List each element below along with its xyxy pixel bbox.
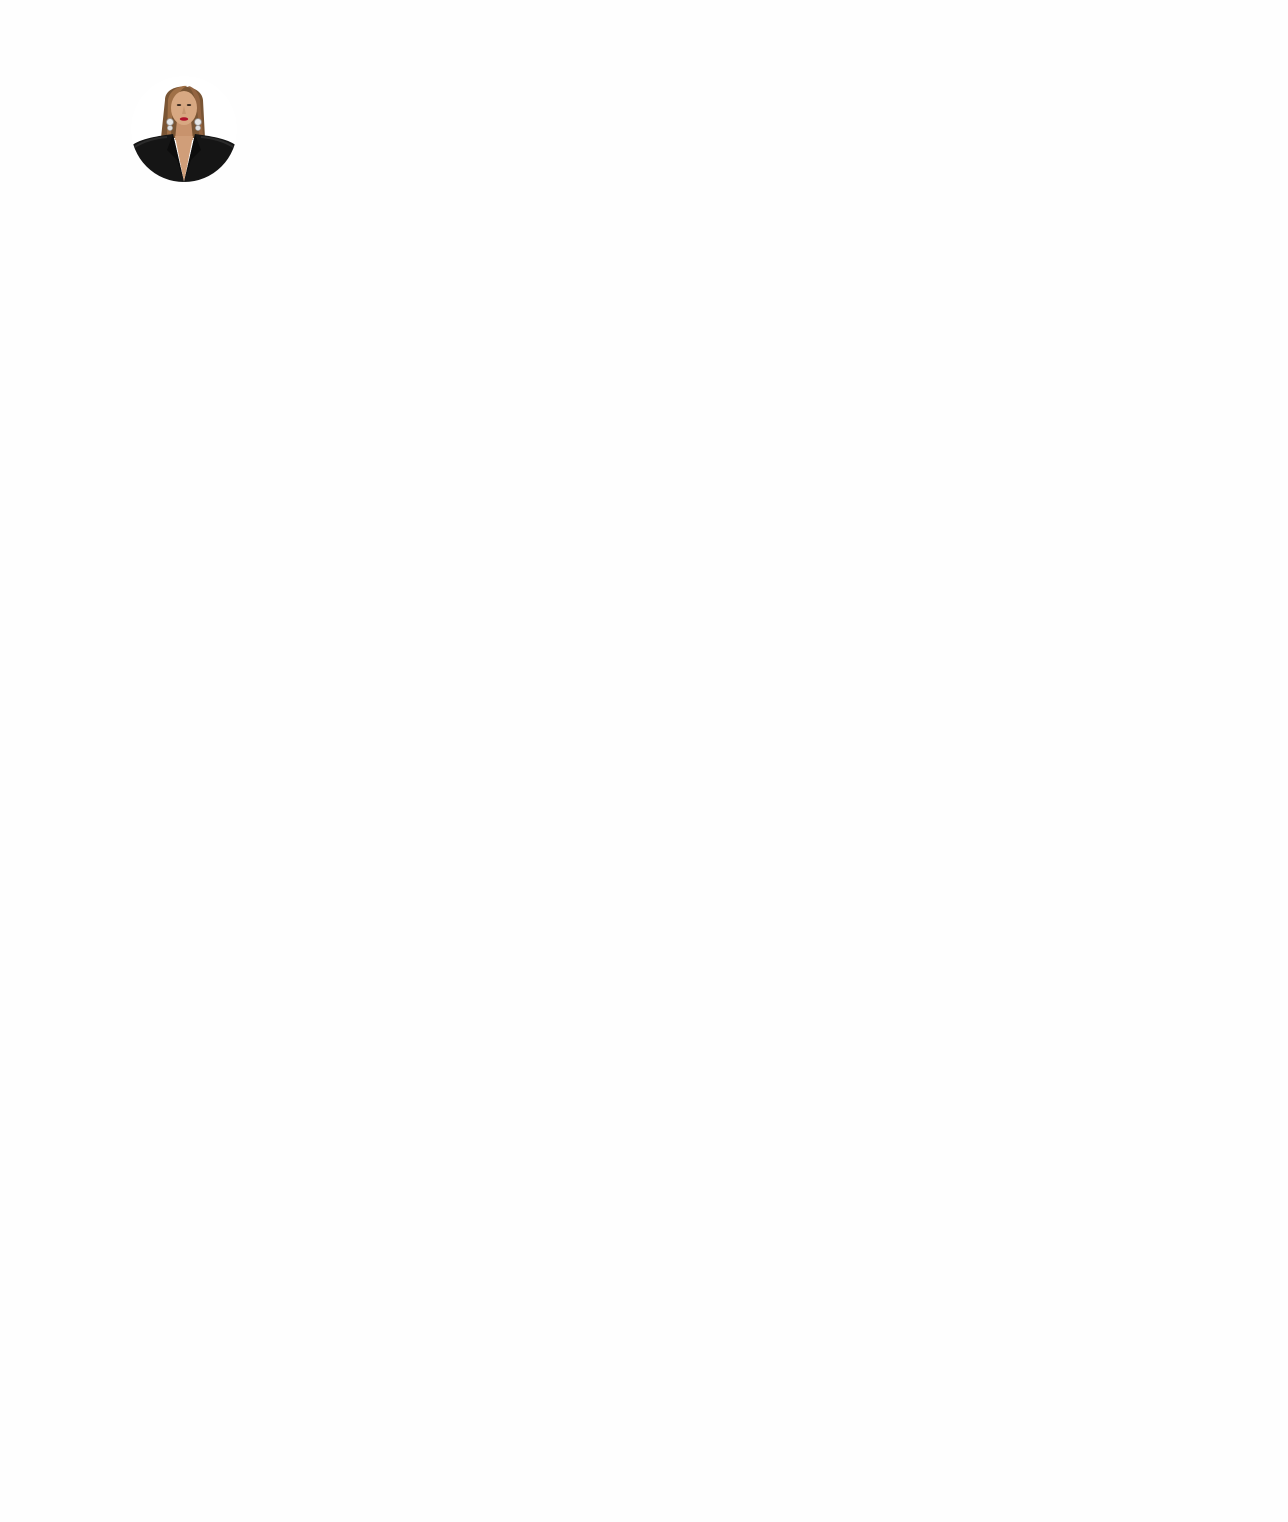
avatar-portrait-icon [131, 76, 237, 182]
avatar[interactable] [131, 76, 237, 182]
